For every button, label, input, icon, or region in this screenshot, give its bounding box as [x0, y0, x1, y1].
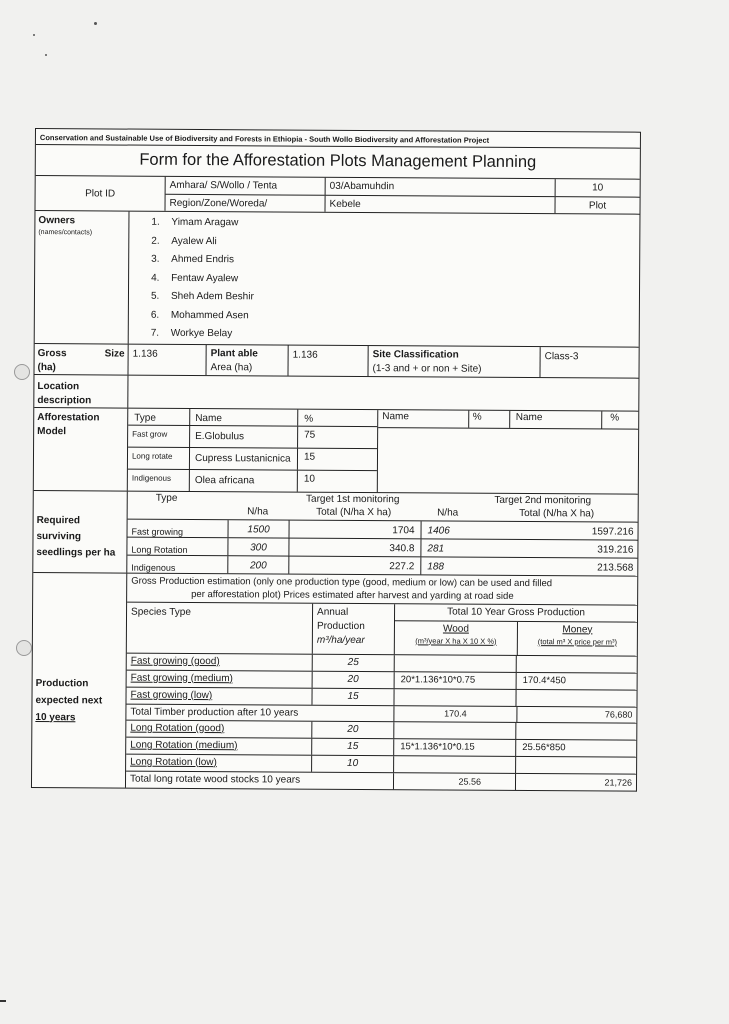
target-2-header: Target 2nd monitoring: [494, 494, 592, 506]
total-header-1: Total (N/ha X ha): [316, 506, 392, 519]
production-text: Production: [316, 620, 365, 632]
plant-able-text: Plant able: [210, 347, 258, 359]
location-caption: Region/Zone/Woreda/: [169, 197, 268, 210]
plot-number-value: 10: [556, 179, 640, 198]
money-cell: [517, 655, 637, 672]
seedling-t1-cell: 227.2: [288, 556, 420, 574]
punch-hole: [14, 364, 30, 380]
gross-size-label: [35, 344, 129, 375]
seedling-t2-cell: 319.216: [597, 543, 634, 556]
n-ha-header-1: N/ha: [247, 506, 269, 518]
target-1-header: Target 1st monitoring: [306, 493, 400, 505]
site-class-value: Class-3: [544, 350, 579, 362]
wood-cell: 15*1.136*10*0.15: [394, 739, 516, 756]
species-type-header: Species Type: [127, 602, 313, 653]
seedling-type-cell: Fast growing: [131, 526, 184, 537]
scan-speck: [94, 22, 97, 25]
form-title: Form for the Afforestation Plots Management Planning: [36, 145, 640, 180]
model-pct-cell: 75: [304, 429, 316, 441]
description-label-text: description: [37, 394, 92, 406]
owner-number: 3.: [151, 253, 160, 265]
location-label: [34, 375, 128, 408]
project-header: Conservation and Sustainable Use of Biodiversity and Forests in Ethiopia - South Wollo Biodiversity and Afforestation Project: [36, 129, 640, 149]
ha-label-text: (ha): [37, 361, 56, 373]
scan-edge-mark: [0, 1000, 6, 1002]
seedlings-type-header: Type: [155, 492, 178, 504]
afforestation-form: [31, 128, 641, 791]
annual-cell: 15: [312, 738, 394, 755]
model-name-header-2: Name: [378, 410, 469, 428]
owner-name: Yimam Aragaw: [171, 216, 239, 229]
scan-speck: [33, 34, 35, 36]
production-label: [32, 572, 127, 787]
longrotate-total-money: 21,726: [604, 776, 633, 788]
money-cell: [516, 689, 636, 706]
location-row: [34, 375, 638, 412]
species-cell: Long Rotation (good): [126, 720, 312, 737]
owner-number: 6.: [150, 309, 160, 321]
plot-number-caption: Plot: [588, 200, 607, 212]
annual-cell: 20: [312, 721, 394, 738]
model-table: [128, 408, 378, 492]
wood-cell: [395, 655, 517, 672]
money-cell: [516, 756, 636, 773]
seedling-n2-cell: 281: [420, 539, 476, 556]
gross-label-text: Gross: [37, 347, 67, 359]
seedling-type-cell: Indigenous: [131, 562, 176, 573]
punch-hole: [16, 640, 32, 656]
money-header: [518, 621, 637, 656]
expected-next-text: expected next: [35, 694, 103, 706]
production-table: [126, 573, 637, 790]
model-name-header-3: Name: [510, 410, 603, 428]
owners-row: [35, 211, 640, 347]
seedlings-table: [127, 491, 637, 575]
longrotate-total-row: [126, 771, 636, 790]
owner-number: 1.: [151, 216, 160, 228]
model-name-cell: Olea africana: [190, 469, 298, 491]
money-header-text: Money: [562, 623, 593, 635]
owner-number: 5.: [150, 290, 160, 302]
plot-id-row: [35, 176, 639, 215]
owner-number: 7.: [150, 327, 160, 339]
model-name-cell: Cupress Lustanicnica: [190, 447, 298, 469]
model-pct-cell: 15: [303, 451, 316, 463]
area-ha-text: Area (ha): [210, 361, 253, 373]
longrotate-total-label: Total long rotate wood stocks 10 years: [126, 771, 394, 789]
model-name-cell: E.Globulus: [190, 425, 298, 447]
model-row: [34, 408, 638, 495]
money-cell: [516, 722, 636, 739]
plot-number-block: [555, 179, 639, 214]
model-type-cell: Fast grow: [128, 425, 190, 446]
wood-cell: [394, 722, 516, 739]
timber-total-wood: 170.4: [394, 706, 517, 722]
owner-item: [151, 325, 639, 346]
model-row-item: [128, 425, 377, 449]
kebele-value: 03/Abamuhdin: [326, 178, 555, 197]
species-cell: Fast growing (medium): [127, 670, 313, 687]
seedlings-row: [33, 490, 637, 576]
location-label-text: Location: [37, 380, 80, 392]
production-row: [32, 572, 637, 790]
model-pct-header: %: [304, 413, 314, 425]
annual-cell: 20: [313, 671, 395, 688]
plot-id-label: Plot ID: [35, 176, 165, 211]
seedling-t1-cell: 340.8: [288, 538, 420, 556]
owner-name: Fentaw Ayalew: [171, 272, 239, 284]
size-row: [34, 344, 638, 379]
owners-label: [35, 211, 130, 343]
plant-area-label: [206, 345, 288, 376]
seedling-row: [127, 554, 637, 575]
wood-cell: [394, 756, 516, 773]
seedling-n1-cell: 1500: [228, 520, 289, 537]
seedling-row: [128, 518, 638, 539]
seedlings-label: Required surviving seedlings per ha: [33, 490, 127, 572]
seedling-row: [127, 536, 637, 557]
money-cell: 25.56*850: [522, 741, 566, 753]
money-formula-header: (total m³ X price per m³): [537, 636, 617, 647]
wood-formula-header: (m³/year X ha X 10 X %): [415, 635, 497, 646]
wood-header: [395, 621, 518, 656]
gross-production-header: [395, 604, 637, 655]
owner-item: [151, 214, 639, 235]
species-cell: Long Rotation (low): [126, 754, 312, 771]
model-extra-cols: [378, 410, 638, 430]
seedling-t1-cell: 1704: [289, 520, 421, 538]
model-type-cell: Long rotate: [128, 447, 190, 468]
model-pct-header-2: %: [469, 410, 510, 427]
seedling-t2-cell: 1597.216: [591, 525, 634, 538]
owner-name: Ayalew Ali: [171, 235, 217, 247]
plant-area-value: 1.136: [288, 345, 368, 375]
scan-speck: [45, 54, 47, 56]
site-class-subtitle: (1-3 and + or non + Site): [372, 362, 482, 375]
species-cell: Long Rotation (medium): [126, 737, 312, 754]
timber-total-label: Total Timber production after 10 years: [126, 704, 394, 721]
owner-number: 4.: [151, 272, 160, 284]
species-cell: Fast growing (good): [127, 653, 313, 670]
seedling-n2-cell: 1406: [421, 521, 477, 538]
owner-name: Mohammed Asen: [170, 309, 249, 321]
seedling-n1-cell: 300: [227, 538, 288, 555]
annual-production-header: [313, 603, 395, 653]
production-header: [127, 602, 637, 656]
model-row-item: [128, 447, 377, 471]
model-pct-header-3: %: [610, 412, 620, 424]
site-class-title: Site Classification: [372, 348, 459, 361]
annual-cell: 25: [313, 654, 395, 671]
production-note: [127, 573, 637, 605]
model-header: [128, 408, 377, 427]
production-label-text: Production: [35, 677, 89, 689]
model-type-cell: Indigenous: [128, 469, 190, 490]
kebele-caption: Kebele: [329, 198, 361, 210]
model-row-item: [128, 469, 377, 492]
wood-cell: 20*1.136*10*0.75: [395, 672, 517, 689]
seedling-type-cell: Long Rotation: [131, 544, 188, 555]
total-header-2: Total (N/ha X ha): [519, 507, 595, 520]
ten-years-text: 10 years: [35, 711, 76, 723]
total-gross-production-header: Total 10 Year Gross Production: [395, 604, 637, 622]
n-ha-header-2: N/ha: [437, 507, 459, 519]
longrotate-total-wood: 25.56: [394, 773, 516, 790]
wood-cell: [394, 689, 516, 706]
site-class-label: [368, 346, 540, 377]
seedling-t2-cell: 213.568: [597, 561, 634, 574]
species-cell: Fast growing (low): [126, 687, 312, 704]
seedlings-type-spacer: [128, 511, 228, 512]
location-value: Amhara/ S/Wollo / Tenta: [166, 177, 325, 196]
kebele-block: [325, 178, 555, 213]
location-description-value: [128, 375, 638, 410]
wood-money-header: [395, 621, 637, 656]
production-note-line-1: Gross Production estimation (only one production type (good, medium or low) can be used and filled: [131, 575, 553, 589]
wood-header-text: Wood: [442, 623, 469, 635]
model-label-text: Afforestation: [37, 411, 100, 423]
gross-size-value: 1.136: [128, 344, 206, 374]
production-note-line-2: per afforestation plot) Prices estimated after harvest and yarding at road side: [191, 588, 514, 602]
annual-cell: 10: [312, 755, 394, 772]
unit-text: m³/ha/year: [316, 634, 365, 646]
owner-name: Workye Belay: [170, 327, 233, 340]
owner-name: Ahmed Endris: [171, 253, 235, 266]
money-cell: 170.4*450: [522, 674, 566, 686]
annual-cell: 15: [312, 688, 394, 705]
location-block: [165, 177, 325, 212]
annual-text: Annual: [317, 606, 349, 618]
owners-sublabel: (names/contacts): [38, 229, 93, 237]
owners-list: [129, 212, 640, 347]
timber-total-money: 76,680: [604, 709, 633, 720]
seedling-n1-cell: 200: [227, 556, 288, 573]
seedling-n2-cell: 188: [420, 557, 476, 574]
model-pct-cell: 10: [303, 473, 316, 485]
owner-name: Sheh Adem Beshir: [170, 290, 254, 303]
model-sublabel-text: Model: [37, 425, 67, 437]
model-name-header: Name: [190, 408, 298, 425]
model-type-header: Type: [128, 408, 190, 424]
size-label-text: Size: [104, 347, 125, 360]
owner-number: 2.: [151, 235, 160, 247]
owners-label-text: Owners: [38, 215, 76, 227]
model-label: [34, 408, 128, 491]
